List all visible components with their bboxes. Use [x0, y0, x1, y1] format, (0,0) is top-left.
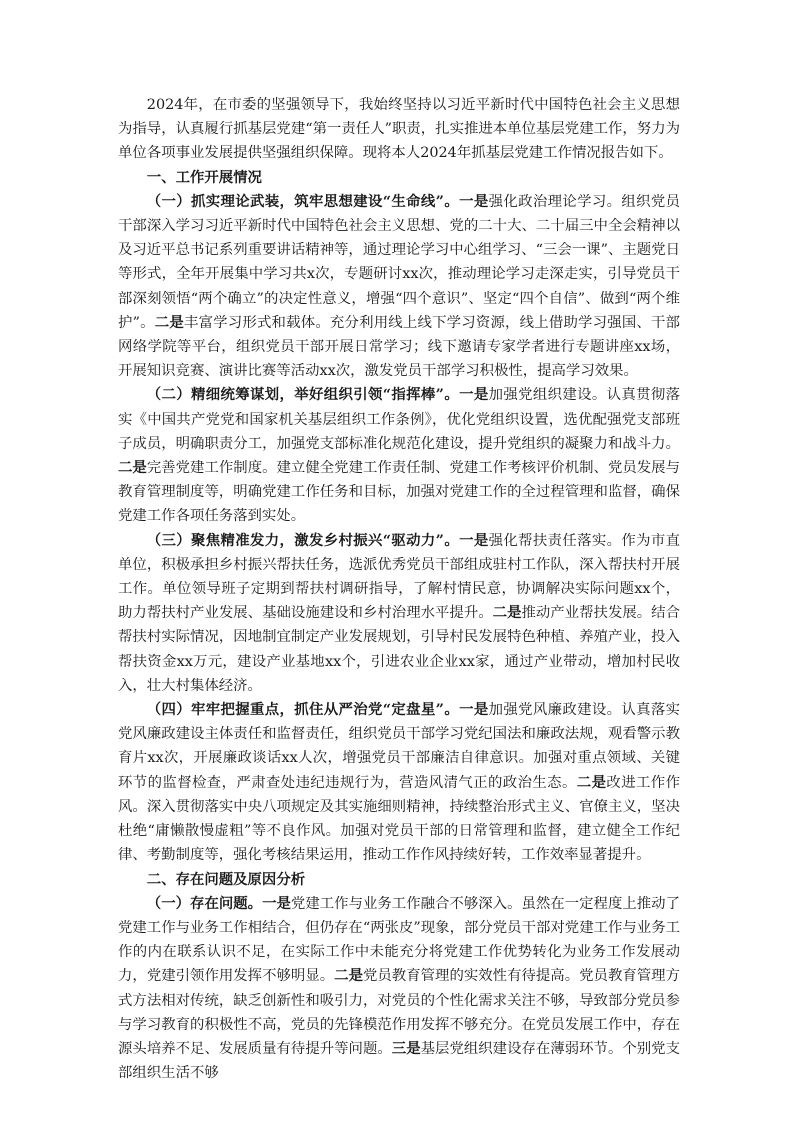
text-problems-1: 党建工作与业务工作融合不够深入。虽然在一定程度上推动了党建工作与业务工作相结合，但仍存在“两张皮”现象，部分党员干部对党建工作与业务工作的内在联系认识不足，在实际工作中未能充分将党建工作优势转化为业务工作发展动力，党建引领作用发挥不够明显。 [118, 895, 680, 985]
section-heading-problems: 二、存在问题及原因分析 [146, 870, 306, 888]
document-page [118, 93, 680, 1085]
text-organization-2: 完善党建工作制度。建立健全党建工作责任制、党建工作考核评价机制、党员发展与教育管理制度等，明确党建工作任务和目标，加强对党建工作的全过程管理和监督，确保党建工作各项任务落到实处。 [118, 460, 680, 525]
text-theory-2: 丰富学习形式和载体。充分利用线上线下学习资源，线上借助学习强国、干部网络学院等平台，组织党员干部开展日常学习；线下邀请专家学者进行专题讲座xx场，开展知识竞赛、演讲比赛等活动xx次，激发党员干部学习积极性，提高学习效果。 [118, 314, 680, 380]
keyword-first: 一是 [459, 192, 489, 210]
section-heading-work: 一、工作开展情况 [146, 168, 262, 186]
keyword-second: 二是 [576, 773, 607, 791]
subheading-organization: （二）精细统筹谋划，举好组织引领“指挥棒”。 [146, 386, 460, 404]
text-theory-1: 强化政治理论学习。组织党员干部深入学习习近平新时代中国特色社会主义思想、党的二十大、二十届三中全会精神以及习近平总书记系列重要讲话精神等，通过理论学习中心组学习、“三会一课”、主题党日等形式，全年开展集中学习共x次，专题研讨xx次，推动理论学习走深走实，引导党员干部深刻领悟“两个确立”的决定性意义，增强“四个意识”、坚定“四个自信”、做到“两个维护”。 [118, 193, 680, 331]
keyword-second: 二是 [118, 459, 147, 477]
text-problems-3: 基层党组织建设存在薄弱环节。个别党支部组织生活不够 [118, 1040, 680, 1082]
subheading-problems: （一）存在问题。 [146, 894, 263, 912]
subheading-rural: （三）聚焦精准发力，激发乡村振兴“驱动力”。 [146, 531, 460, 549]
intro-paragraph: 2024年，在市委的坚强领导下，我始终坚持以习近平新时代中国特色社会主义思想为指导，认真履行抓基层党建“第一责任人”职责，扎实推进本单位基层党建工作，努力为单位各项事业发展提供坚强组织保障。现将本人2024年抓基层党建工作情况报告如下。 [118, 97, 680, 162]
subheading-discipline: （四）牢牢把握重点，抓住从严治党“定盘星”。 [146, 701, 460, 719]
text-discipline-2: 改进工作作风。深入贯彻落实中央八项规定及其实施细则精神，持续整治形式主义、官僚主义，坚决杜绝“庸懒散慢虚粗”等不良作风。加强对党员干部的日常管理和监督，建立健全工作纪律、考勤制度等，强化考核结果运用，推动工作作风持续好转，工作效率显著提升。 [118, 774, 680, 864]
keyword-first: 一是 [262, 894, 291, 912]
paragraph-organization [118, 383, 680, 528]
subheading-theory: （一）抓实理论武装，筑牢思想建设“生命线”。 [146, 192, 460, 210]
keyword-second: 二是 [492, 604, 522, 622]
text-organization-1: 加强党组织建设。认真贯彻落实《中国共产党党和国家机关基层组织工作条例》，优化党组织设置，选优配强党支部班子成员，明确职责分工，加强党支部标准化规范化建设，提升党组织的凝聚力和战斗力。 [118, 387, 680, 452]
text-discipline-1: 加强党风廉政建设。认真落实党风廉政建设主体责任和监督责任，组织党员干部学习党纪国法和廉政法规，观看警示教育片xx次，开展廉政谈话xx人次，增强党员干部廉洁自律意识。加强对重点领域、关键环节的监督检查，严肃查处违纪违规行为，营造风清气正的政治生态。 [118, 702, 680, 791]
keyword-first: 一是 [459, 386, 489, 404]
text-rural-1: 强化帮扶责任落实。作为市直单位，积极承担乡村振兴帮扶任务，选派优秀党员干部组成驻村工作队，深入帮扶村开展工作。单位领导班子定期到帮扶村调研指导，了解村情民意，协调解决实际问题xx个，助力帮扶村产业发展、基础设施建设和乡村治理水平提升。 [118, 532, 680, 622]
text-rural-2: 推动产业帮扶发展。结合帮扶村实际情况，因地制宜制定产业发展规划，引导村民发展特色种植、养殖产业，投入帮扶资金xx万元，建设产业基地xx个，引进农业企业xx家，通过产业带动，增加村民收入，壮大村集体经济。 [118, 605, 680, 694]
text-problems-2: 党员教育管理的实效性有待提高。党员教育管理方式方法相对传统，缺乏创新性和吸引力，对党员的个性化需求关注不够，导致部分党员参与学习教育的积极性不高，党员的先锋模范作用发挥不够充分。在党员发展工作中，存在源头培养不足、发展质量有待提升等问题。 [118, 968, 680, 1057]
paragraph-discipline [118, 698, 680, 867]
keyword-first: 一是 [459, 531, 489, 549]
keyword-first: 一是 [459, 701, 489, 719]
paragraph-problems [118, 892, 680, 1086]
paragraph-theory [118, 190, 680, 384]
keyword-second: 二是 [334, 967, 363, 985]
keyword-third: 三是 [391, 1039, 421, 1057]
keyword-second: 二是 [154, 313, 184, 331]
paragraph-rural [118, 529, 680, 698]
